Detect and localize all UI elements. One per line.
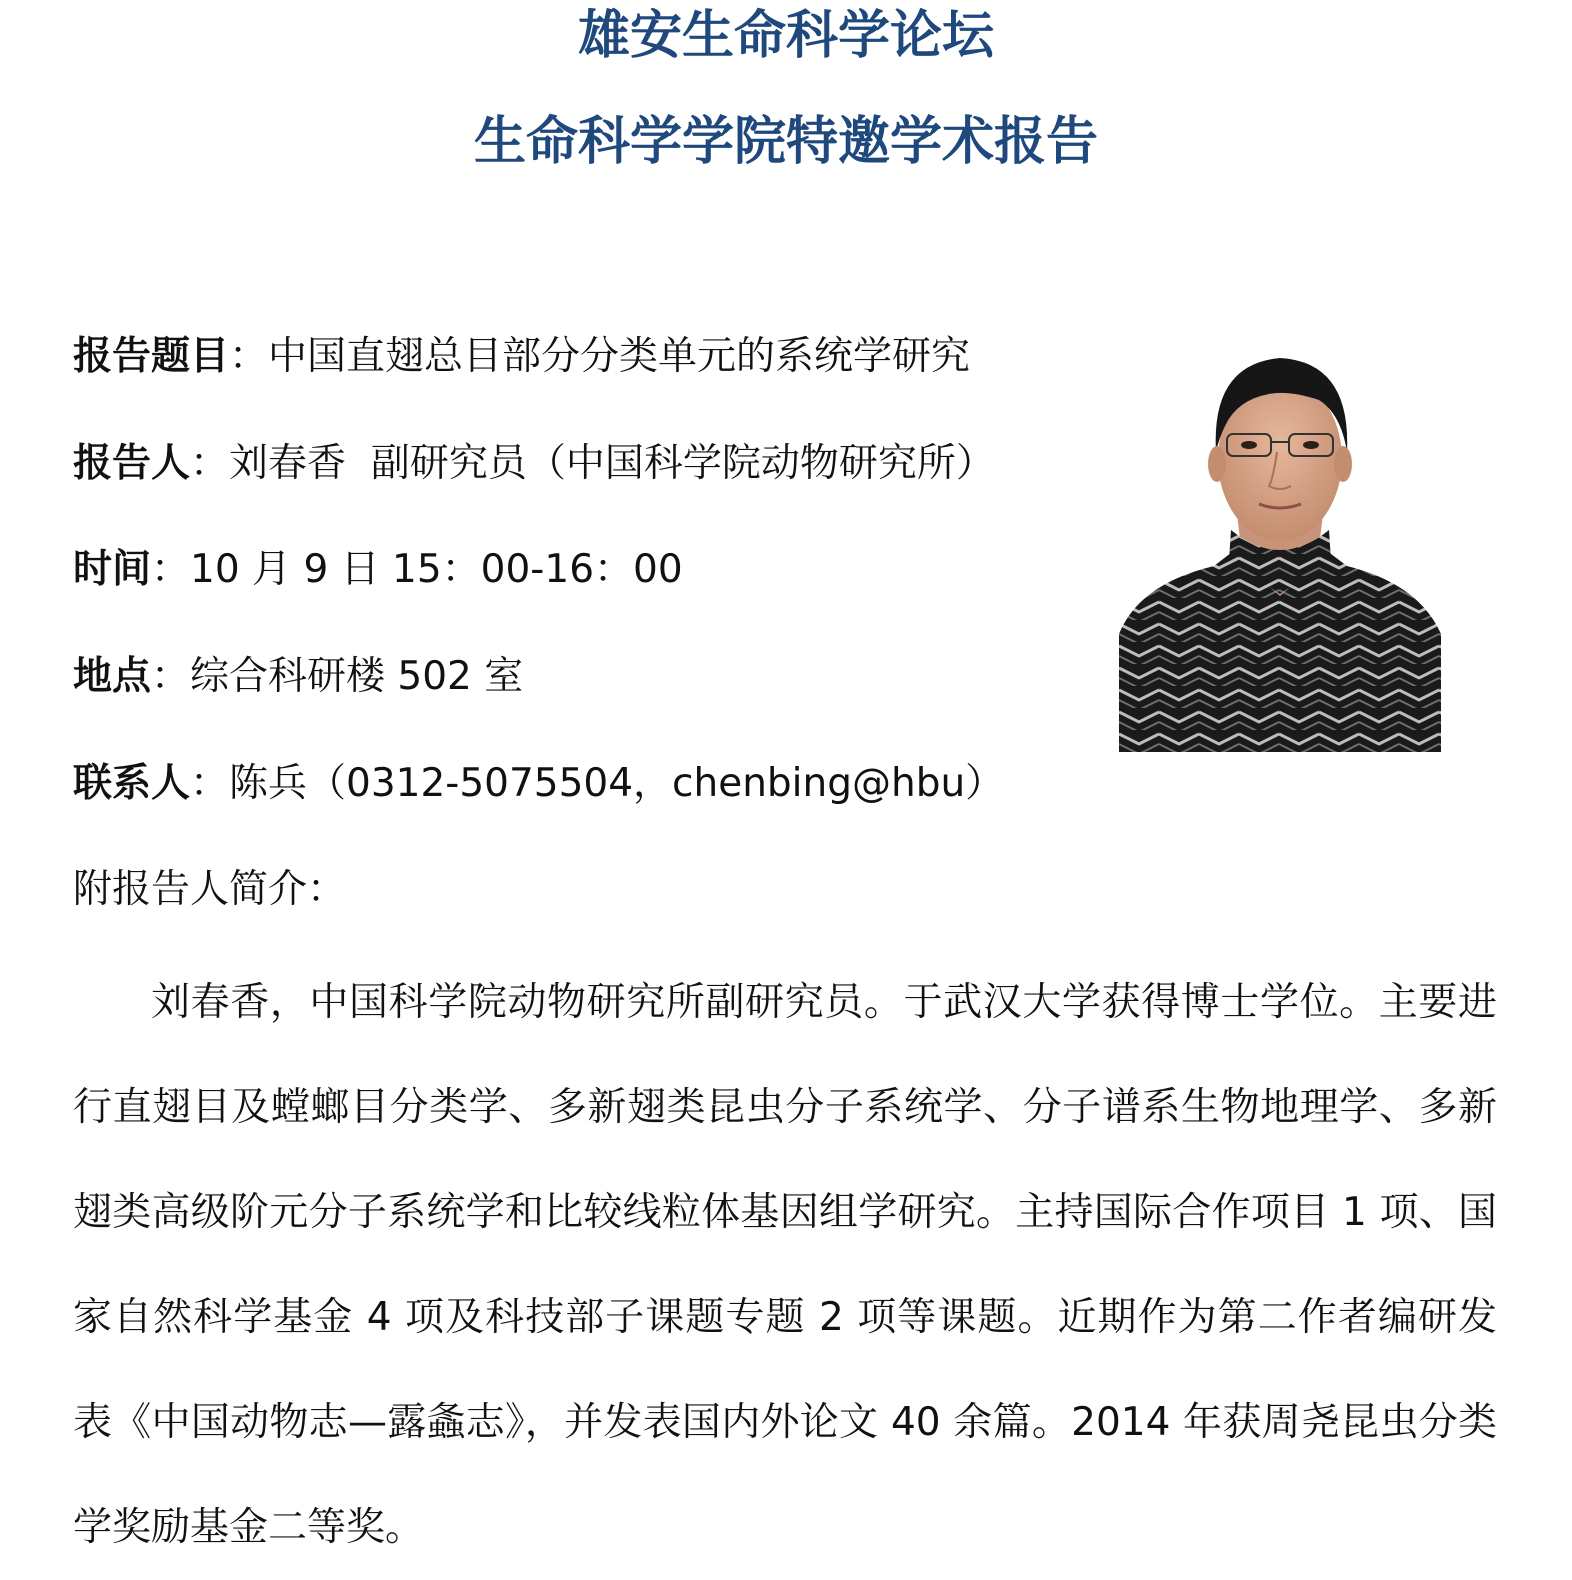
intro-heading: 附报告人简介： <box>73 867 347 912</box>
info-location-separator: ： <box>151 654 191 699</box>
info-speaker-separator: ： <box>190 441 230 486</box>
speaker-photo <box>1119 334 1441 752</box>
info-time <box>73 547 683 592</box>
info-location <box>73 654 524 699</box>
speaker-bio: 刘春香，中国科学院动物研究所副研究员。于武汉大学获得博士学位。主要进行直翅目及螳螂目分类学、多新翅类昆虫分子系统学、分子谱系生物地理学、多新翅类高级阶元分子系统学和比较线粒体基因组学研究。主持国际合作项目 1 项、国家自然科学基金 4 项及科技部子课题专题 2 项等课题。近期作为第二作者编研发表《中国动物志—露螽志》，并发表国内外论文 40 余篇。2014 年获周尧昆虫分类学奖励基金二等奖。 <box>73 980 1497 1550</box>
info-contact-separator: ： <box>190 761 230 806</box>
info-time-value: 10 月 9 日 15：00-16：00 <box>190 547 683 592</box>
info-time-label: 时间 <box>73 547 152 592</box>
info-location-value: 综合科研楼 502 室 <box>190 654 524 699</box>
info-topic-label: 报告题目 <box>73 334 230 379</box>
info-contact-value: 陈兵（0312-5075504，chenbing@hbu） <box>229 761 1005 806</box>
info-contact <box>73 761 1005 806</box>
info-topic <box>73 334 971 379</box>
info-topic-separator: ： <box>229 334 269 379</box>
info-speaker-value: 刘春香 副研究员（中国科学院动物研究所） <box>229 441 995 486</box>
info-speaker-label: 报告人 <box>73 441 191 486</box>
info-speaker <box>73 441 995 486</box>
page-title-line-1: 雄安生命科学论坛 <box>577 6 994 66</box>
info-topic-value: 中国直翅总目部分分类单元的系统学研究 <box>268 334 971 379</box>
info-contact-label: 联系人 <box>73 761 191 806</box>
info-location-label: 地点 <box>73 654 152 699</box>
info-time-separator: ： <box>151 547 191 592</box>
page-title-line-2: 生命科学学院特邀学术报告 <box>473 112 1098 172</box>
